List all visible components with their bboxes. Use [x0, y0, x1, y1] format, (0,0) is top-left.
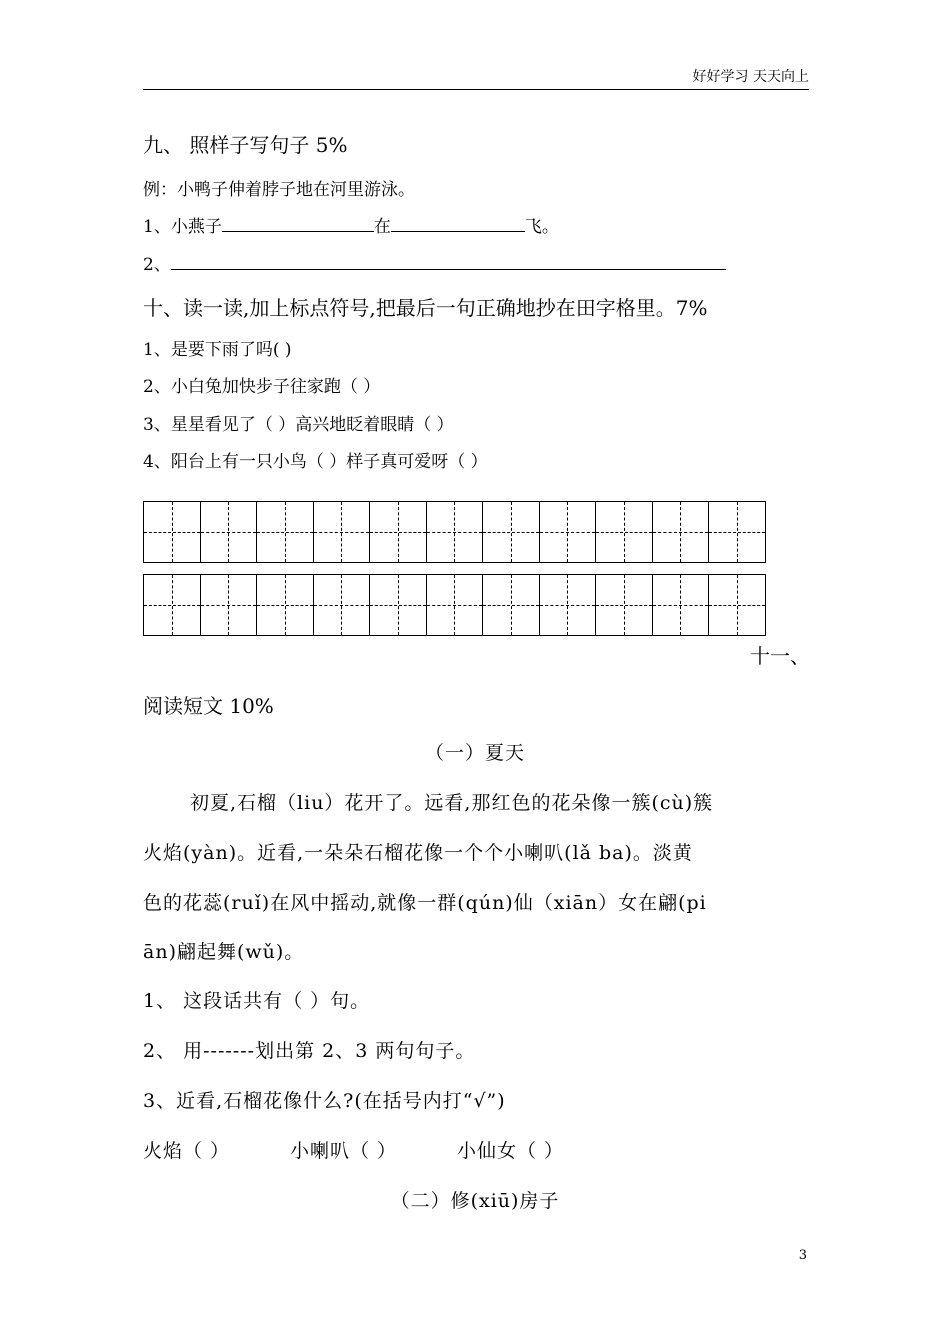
writing-grid-row-2 — [143, 574, 765, 636]
header-text: 好好学习 天天向上 — [692, 69, 809, 85]
passage-line: 色的花蕊(ruǐ)在风中摇动,就像一群(qún)仙（xiān）女在翩(pi — [143, 892, 707, 914]
passage-line: 火焰(yàn)。近看,一朵朵石榴花像一个个小喇叭(lǎ ba)。淡黄 — [143, 842, 693, 864]
passage-2-title: （二）修(xiū)房子 — [390, 1190, 560, 1212]
grid-cell[interactable] — [313, 574, 371, 636]
grid-cell[interactable] — [313, 501, 371, 563]
passage-1-title: （一）夏天 — [424, 742, 525, 764]
section-9-title: 九、 照样子写句子 5% — [143, 133, 348, 157]
section-10-item: 2、小白兔加快步子往家跑（ ） — [143, 377, 381, 397]
grid-cell[interactable] — [256, 574, 314, 636]
grid-cell[interactable] — [200, 501, 258, 563]
q1-mid: 在 — [373, 217, 391, 237]
section-10-item: 3、星星看见了（ ）高兴地眨着眼睛（ ） — [143, 415, 454, 435]
grid-cell[interactable] — [143, 501, 201, 563]
grid-cell[interactable] — [539, 574, 597, 636]
passage-line: ān)翩起舞(wǔ)。 — [143, 941, 305, 963]
q1-blank-2[interactable] — [391, 216, 525, 232]
q1-prefix: 1、小燕子 — [143, 217, 222, 237]
section-10-item: 4、阳台上有一只小鸟（ ）样子真可爱呀（ ） — [143, 452, 488, 472]
grid-cell[interactable] — [256, 501, 314, 563]
writing-grid-row-1 — [143, 501, 765, 563]
section-9-example: 例：小鸭子伸着脖子地在河里游泳。 — [143, 180, 415, 200]
grid-cell[interactable] — [708, 501, 766, 563]
section-10-item: 1、是要下雨了吗( ) — [143, 340, 292, 360]
grid-cell[interactable] — [482, 501, 540, 563]
option-fairy[interactable]: 小仙女（ ） — [457, 1140, 565, 1162]
passage-line: 初夏,石榴（liu）花开了。远看,那红色的花朵像一簇(cù)簇 — [190, 792, 714, 814]
section-11-title: 阅读短文 10% — [143, 694, 274, 718]
question-2: 2、 用-------划出第 2、3 两句句子。 — [143, 1040, 476, 1062]
option-fire[interactable]: 火焰（ ） — [143, 1140, 231, 1162]
option-trumpet[interactable]: 小喇叭（ ） — [290, 1140, 398, 1162]
grid-cell[interactable] — [369, 574, 427, 636]
grid-cell[interactable] — [143, 574, 201, 636]
q2-prefix: 2、 — [143, 255, 171, 275]
q1-blank-1[interactable] — [222, 216, 374, 232]
header-rule — [143, 89, 809, 90]
question-1: 1、 这段话共有（ ）句。 — [143, 990, 371, 1012]
q1-end: 飞。 — [524, 217, 559, 237]
grid-cell[interactable] — [369, 501, 427, 563]
section-10-title: 十、读一读,加上标点符号,把最后一句正确地抄在田字格里。7% — [143, 296, 708, 320]
q2-blank[interactable] — [171, 254, 726, 270]
grid-cell[interactable] — [539, 501, 597, 563]
grid-cell[interactable] — [652, 574, 710, 636]
question-3: 3、近看,石榴花像什么?(在括号内打“√”) — [143, 1090, 506, 1112]
section-9-q2 — [143, 250, 726, 275]
section-9-q1 — [143, 212, 559, 237]
grid-cell[interactable] — [426, 501, 484, 563]
grid-cell[interactable] — [200, 574, 258, 636]
section-11-number: 十一、 — [750, 644, 810, 668]
page-number: 3 — [798, 1248, 807, 1263]
grid-cell[interactable] — [708, 574, 766, 636]
grid-cell[interactable] — [426, 574, 484, 636]
grid-cell[interactable] — [482, 574, 540, 636]
grid-cell[interactable] — [595, 501, 653, 563]
grid-cell[interactable] — [595, 574, 653, 636]
grid-cell[interactable] — [652, 501, 710, 563]
